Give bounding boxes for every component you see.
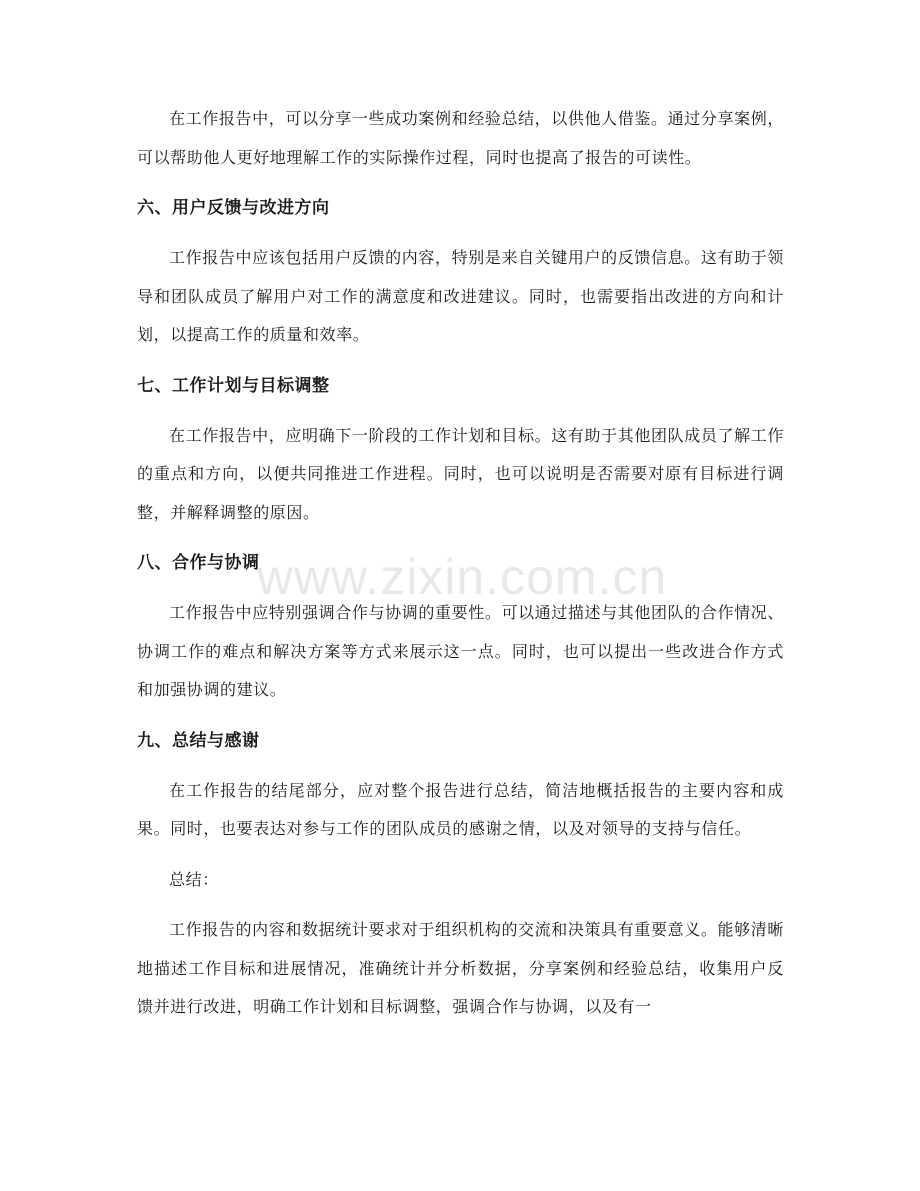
paragraph-work-plan: 在工作报告中，应明确下一阶段的工作计划和目标。这有助于其他团队成员了解工作的重点和方向，以便共同推进工作进程。同时，也可以说明是否需要对原有目标进行调整，并解释调整的原因。	[137, 425, 784, 522]
document-page	[137, 100, 784, 1027]
watermark: www.zixin.com.cn	[256, 549, 668, 605]
heading-work-plan: 七、工作计划与目标调整	[137, 375, 330, 396]
paragraph-summary-thanks: 在工作报告的结尾部分，应对整个报告进行总结，简洁地概括报告的主要内容和成果。同时，也要表达对参与工作的团队成员的感谢之情，以及对领导的支持与信任。	[137, 780, 784, 838]
paragraph-user-feedback: 工作报告中应该包括用户反馈的内容，特别是来自关键用户的反馈信息。这有助于领导和团队成员了解用户对工作的满意度和改进建议。同时，也需要指出改进的方向和计划，以提高工作的质量和效率。	[137, 248, 784, 344]
summary-label: 总结：	[169, 869, 219, 889]
heading-cooperation: 八、合作与协调	[137, 553, 260, 573]
paragraph-case-sharing: 在工作报告中，可以分享一些成功案例和经验总结，以供他人借鉴。通过分享案例，可以帮助他人更好地理解工作的实际操作过程，同时也提高了报告的可读性。	[137, 109, 784, 167]
heading-summary-thanks: 九、总结与感谢	[137, 730, 260, 751]
paragraph-cooperation: 工作报告中应特别强调合作与协调的重要性。可以通过描述与其他团队的合作情况、协调工作的难点和解决方案等方式来展示这一点。同时，也可以提出一些改进合作方式和加强协调的建议。	[137, 603, 784, 699]
heading-user-feedback: 六、用户反馈与改进方向	[137, 198, 330, 218]
paragraph-summary: 工作报告的内容和数据统计要求对于组织机构的交流和决策具有重要意义。能够清晰地描述工作目标和进展情况，准确统计并分析数据，分享案例和经验总结，收集用户反馈并进行改进，明确工作计划和目标调整，强调合作与协调，以及有一	[137, 920, 784, 1016]
